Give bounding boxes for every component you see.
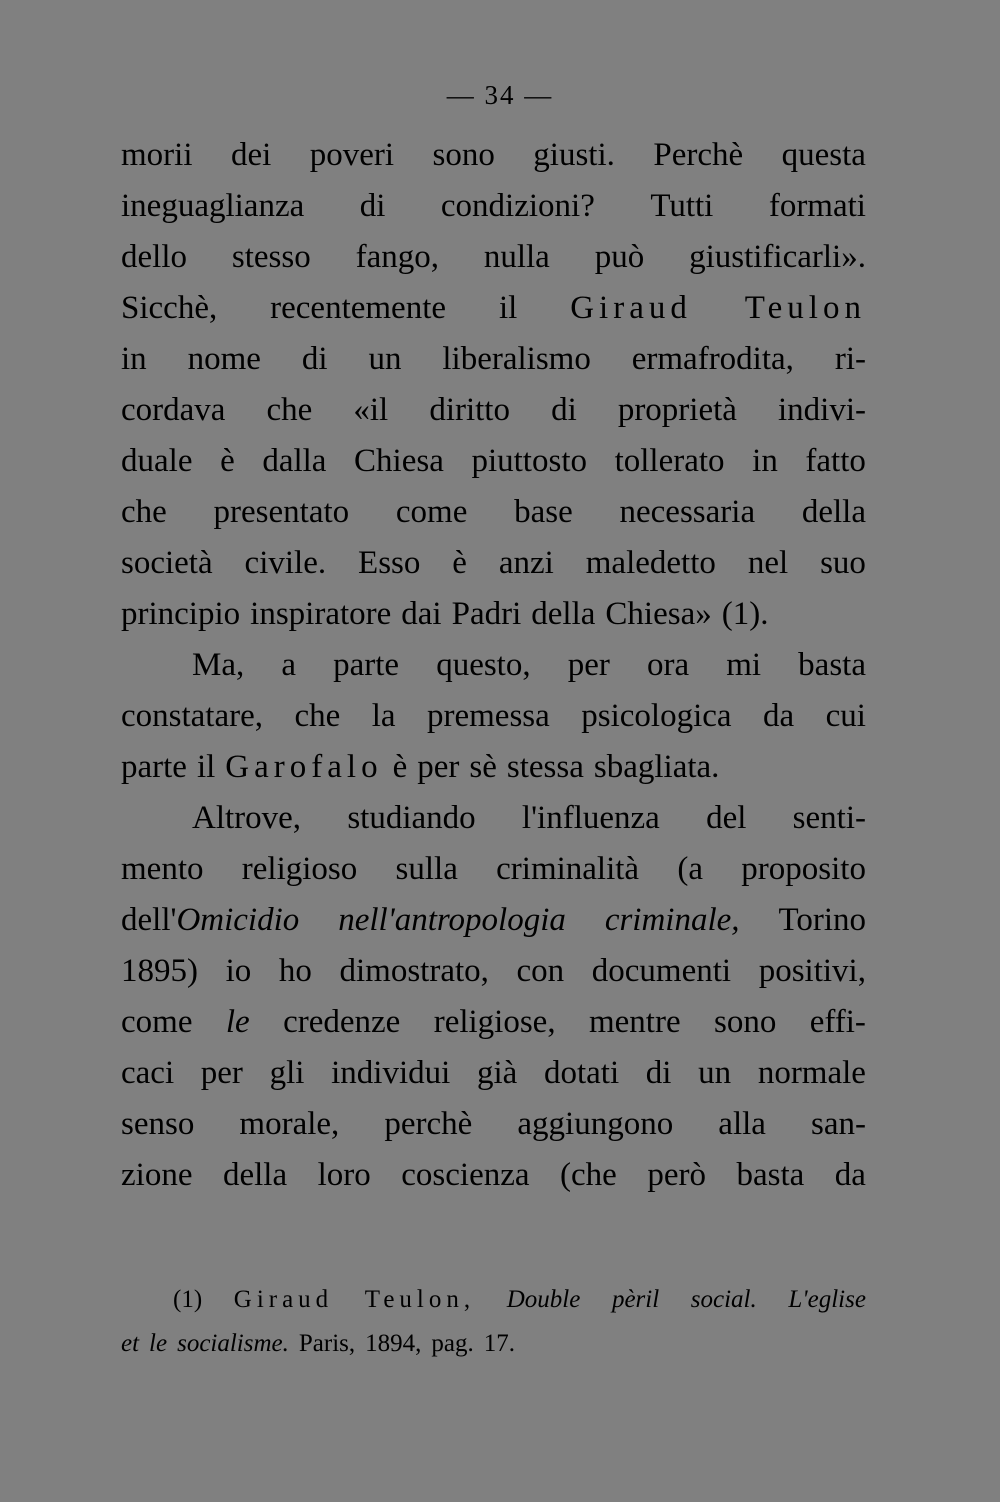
word: loro: [317, 1157, 371, 1193]
word: per: [417, 749, 460, 785]
text-line: [121, 334, 866, 385]
body-text: [121, 130, 866, 1201]
word: Sicchè,: [121, 290, 218, 326]
word: in: [121, 341, 147, 377]
word: è: [220, 443, 235, 479]
word: Giraud: [233, 1286, 334, 1313]
word: maledetto: [585, 545, 716, 581]
word: Ma,: [192, 647, 245, 683]
word: Esso: [358, 545, 421, 581]
word: giusti.: [533, 137, 615, 173]
word: mentre: [588, 1004, 681, 1040]
word: dalla: [262, 443, 327, 479]
word: Torino: [778, 902, 866, 938]
word: dello: [121, 239, 187, 275]
word: giustificarli».: [689, 239, 866, 275]
word: con: [516, 953, 565, 989]
word: Teulon: [744, 290, 866, 326]
word: ho: [278, 953, 312, 989]
word: per: [567, 647, 610, 683]
word: recentemente: [270, 290, 447, 326]
text-line: [121, 946, 866, 997]
word: Perchè: [653, 137, 744, 173]
text-line: [121, 844, 866, 895]
text-line: [121, 385, 866, 436]
word: il: [498, 290, 518, 326]
word: coscienza: [401, 1157, 530, 1193]
text-line: [121, 1099, 866, 1150]
text-line: [121, 436, 866, 487]
word: base: [514, 494, 573, 530]
word: proprietà: [617, 392, 737, 428]
word: ri-: [834, 341, 866, 377]
word: premessa: [427, 698, 550, 734]
word: un: [368, 341, 402, 377]
word: presentato: [213, 494, 350, 530]
text-line: [121, 1048, 866, 1099]
word: di: [359, 188, 386, 224]
word: necessaria: [619, 494, 756, 530]
word: dell'Omicidio: [121, 902, 300, 938]
word: in: [752, 443, 778, 479]
word: del: [706, 800, 747, 836]
word: Paris,: [298, 1330, 356, 1357]
word: documenti: [591, 953, 732, 989]
word: principio: [121, 596, 241, 632]
word: della: [801, 494, 866, 530]
word: il: [196, 749, 216, 785]
word: piuttosto: [471, 443, 587, 479]
word: studiando: [347, 800, 476, 836]
word: «il: [353, 392, 389, 428]
word: Chiesa: [354, 443, 444, 479]
word: indivi-: [778, 392, 866, 428]
word: Giraud: [570, 290, 692, 326]
word: Tutti: [650, 188, 714, 224]
word: le: [225, 1004, 250, 1040]
word: come: [395, 494, 468, 530]
word: ermafrodita,: [631, 341, 794, 377]
word: religioso: [241, 851, 358, 887]
word: le: [149, 1330, 168, 1357]
text-line: [121, 742, 866, 793]
word: sono: [714, 1004, 777, 1040]
word: socialisme.: [177, 1330, 289, 1357]
footnote-line: [121, 1278, 866, 1322]
word: l'influenza: [521, 800, 660, 836]
word: sono: [432, 137, 495, 173]
word: sbagliata.: [593, 749, 720, 785]
word: da: [834, 1157, 866, 1193]
word: zione: [121, 1157, 193, 1193]
word: individui: [331, 1055, 451, 1091]
word: però: [647, 1157, 706, 1193]
word: pag.: [431, 1330, 474, 1357]
word: Teulon,: [364, 1286, 476, 1313]
text-line: [121, 793, 866, 844]
word: dotati: [543, 1055, 620, 1091]
word: a: [281, 647, 297, 683]
word: condizioni?: [440, 188, 595, 224]
page-number: — 34 —: [446, 80, 554, 110]
word: può: [594, 239, 645, 275]
word: da: [763, 698, 795, 734]
word: social.: [690, 1286, 757, 1313]
word: et: [121, 1330, 140, 1357]
word: senso: [121, 1106, 195, 1142]
text-line: [121, 895, 866, 946]
word: san-: [811, 1106, 866, 1142]
text-line: [121, 691, 866, 742]
word: stessa: [506, 749, 584, 785]
word: poveri: [309, 137, 395, 173]
text-line: [121, 181, 866, 232]
word: 1895): [121, 953, 198, 989]
word: (a: [677, 851, 704, 887]
word: criminale,: [604, 902, 740, 938]
word: nulla: [483, 239, 550, 275]
word: religiose,: [433, 1004, 556, 1040]
word: criminalità: [496, 851, 640, 887]
text-line: [121, 232, 866, 283]
word: ora: [646, 647, 690, 683]
word: proposito: [741, 851, 866, 887]
text-line: [121, 538, 866, 589]
word: come: [121, 1004, 193, 1040]
word: nome: [187, 341, 261, 377]
word: 17.: [483, 1330, 515, 1357]
word: è: [452, 545, 467, 581]
word: che: [121, 494, 167, 530]
word: suo: [820, 545, 866, 581]
word: per: [200, 1055, 243, 1091]
word: normale: [757, 1055, 866, 1091]
word: credenze: [283, 1004, 401, 1040]
word: questa: [781, 137, 866, 173]
word: la: [371, 698, 396, 734]
text-line: [121, 589, 866, 640]
text-line: [121, 130, 866, 181]
word: fatto: [805, 443, 866, 479]
word: nel: [747, 545, 789, 581]
word: dai: [401, 596, 442, 632]
word: caci: [121, 1055, 175, 1091]
word: parte: [121, 749, 187, 785]
word: che: [294, 698, 341, 734]
word: L'eglise: [788, 1286, 866, 1313]
word: di: [645, 1055, 672, 1091]
word: cordava: [121, 392, 226, 428]
text-line: [121, 1150, 866, 1201]
word: constatare,: [121, 698, 264, 734]
word: alla: [718, 1106, 766, 1142]
word: basta: [798, 647, 866, 683]
word: perchè: [384, 1106, 473, 1142]
word: tollerato: [614, 443, 725, 479]
text-line: [121, 487, 866, 538]
word: un: [698, 1055, 732, 1091]
word: io: [225, 953, 252, 989]
word: effi-: [809, 1004, 866, 1040]
footnote-line: [121, 1322, 866, 1366]
text-line: [121, 997, 866, 1048]
word: è: [392, 749, 408, 785]
text-line: [121, 283, 866, 334]
word: questo,: [436, 647, 531, 683]
word: morale,: [239, 1106, 340, 1142]
text-line: [121, 640, 866, 691]
word: sè: [469, 749, 497, 785]
word: mi: [726, 647, 762, 683]
word: Double: [506, 1286, 581, 1313]
word: liberalismo: [442, 341, 591, 377]
word: cui: [825, 698, 866, 734]
word: positivi,: [758, 953, 866, 989]
word: di: [551, 392, 577, 428]
footnote: [121, 1278, 866, 1366]
word: parte: [333, 647, 400, 683]
word: della: [531, 596, 596, 632]
word: di: [301, 341, 328, 377]
word: 1894,: [365, 1330, 422, 1357]
word: della: [222, 1157, 288, 1193]
word: società: [121, 545, 213, 581]
word: ineguaglianza: [121, 188, 305, 224]
word: stesso: [231, 239, 311, 275]
word: sulla: [395, 851, 458, 887]
word: (che: [560, 1157, 617, 1193]
word: inspiratore: [250, 596, 392, 632]
word: duale: [121, 443, 193, 479]
word: già: [476, 1055, 518, 1091]
word: (1).: [721, 596, 769, 632]
word: psicologica: [581, 698, 732, 734]
word: fango,: [355, 239, 439, 275]
word: diritto: [429, 392, 510, 428]
word: Altrove,: [192, 800, 302, 836]
word: dei: [230, 137, 272, 173]
word: mento: [121, 851, 204, 887]
word: (1): [173, 1286, 203, 1313]
word: civile.: [244, 545, 327, 581]
word: basta: [736, 1157, 805, 1193]
word: senti-: [792, 800, 866, 836]
word: Chiesa»: [605, 596, 712, 632]
word: formati: [768, 188, 866, 224]
word: morii: [121, 137, 193, 173]
word: aggiungono: [517, 1106, 674, 1142]
word: gli: [269, 1055, 305, 1091]
word: anzi: [498, 545, 554, 581]
word: nell'antropologia: [338, 902, 566, 938]
word: Garofalo: [225, 749, 383, 785]
word: dimostrato,: [339, 953, 489, 989]
word: pèril: [611, 1286, 660, 1313]
word: che: [266, 392, 313, 428]
word: Padri: [451, 596, 522, 632]
